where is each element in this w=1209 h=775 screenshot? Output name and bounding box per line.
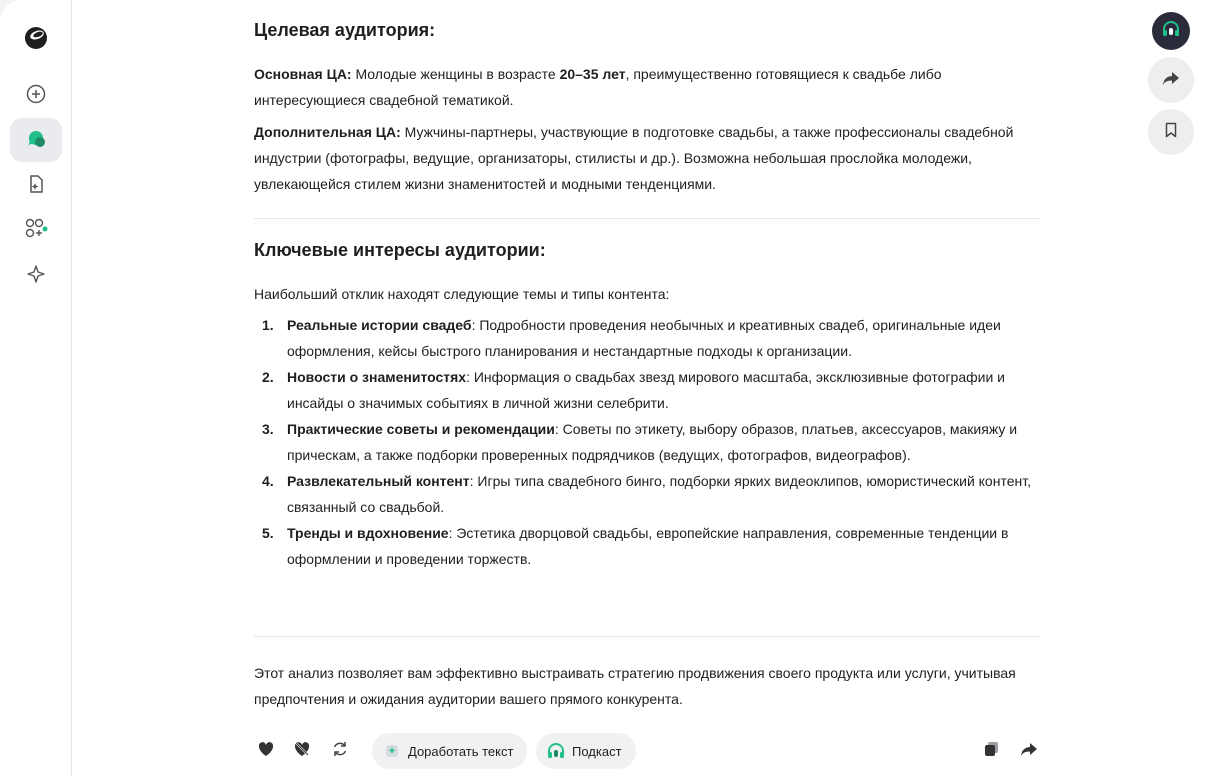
list-item xyxy=(254,416,1044,468)
main-audience-text-a: Молодые женщины в возрасте xyxy=(351,66,560,82)
podcast-icon xyxy=(1161,19,1181,44)
refine-text-button[interactable] xyxy=(372,733,527,769)
share-arrow-icon xyxy=(1020,740,1038,763)
files-button[interactable] xyxy=(10,164,62,208)
headphones-icon xyxy=(546,741,566,761)
copy-icon xyxy=(983,740,1001,763)
interests-list xyxy=(254,312,1044,572)
chat-bubble-icon xyxy=(25,127,47,154)
divider xyxy=(254,636,1040,637)
chats-button[interactable] xyxy=(10,118,62,162)
agents-icon xyxy=(23,217,49,244)
copy-button[interactable] xyxy=(980,739,1004,763)
podcast-quick-button[interactable] xyxy=(1152,12,1190,50)
list-item xyxy=(254,312,1044,364)
extra-audience-text: Мужчины-партнеры, участвующие в подготовке свадьбы, а также профессионалы свадебной индустрии (фотографы, ведущие, организаторы, стилисты и др.). Возможна небольшая прослойка молодежи, увлекающейся стилем жизни знаменитостей и модными тенденциями. xyxy=(254,124,1014,192)
list-item xyxy=(254,520,1044,572)
conclusion-paragraph: Этот анализ позволяет вам эффективно выстраивать стратегию продвижения своего продукта или услуги, учитывая предпочтения и ожидания аудитории вашего прямого конкурента. xyxy=(254,665,1016,707)
bookmark-button[interactable] xyxy=(1148,109,1194,155)
podcast-button[interactable] xyxy=(536,733,636,769)
list-item-number: 2. xyxy=(262,369,274,385)
list-item-number: 5. xyxy=(262,525,274,541)
podcast-label: Подкаст xyxy=(572,743,622,759)
explore-button[interactable] xyxy=(10,254,62,298)
main-audience-label: Основная ЦА: xyxy=(254,66,352,82)
section-title-target-audience: Целевая аудитория: xyxy=(254,20,436,40)
list-item-label: Тренды и вдохновение xyxy=(287,525,449,541)
list-item-text: : Эстетика дворцовой свадьбы, европейские направления, современные тенденции в оформлении и проведении торжеств. xyxy=(287,525,1009,567)
agents-button[interactable] xyxy=(10,208,62,252)
interests-intro: Наибольший отклик находят следующие темы и типы контента: xyxy=(254,286,670,302)
divider xyxy=(254,218,1040,219)
regenerate-button[interactable] xyxy=(328,739,352,763)
main-audience-age: 20–35 лет xyxy=(559,66,626,82)
list-item-text: : Подробности проведения необычных и креативных свадеб, оригинальные идеи оформления, кейсы быстрого планирования и нестандартные подходы к организации. xyxy=(287,317,1001,359)
list-item-label: Реальные истории свадеб xyxy=(287,317,472,333)
logo-icon xyxy=(23,25,49,56)
list-item-label: Развлекательный контент xyxy=(287,473,470,489)
share-icon xyxy=(1162,69,1180,92)
main-audience-paragraph xyxy=(254,61,1044,113)
message-toolbar xyxy=(254,733,1044,769)
list-item-text: : Советы по этикету, выбору образов, платьев, аксессуаров, макияжу и прическам, а также подборки проверенных подрядчиков (ведущих, фотографов, видеографов). xyxy=(287,421,1018,463)
extra-audience-label: Дополнительная ЦА: xyxy=(254,124,401,140)
refresh-icon xyxy=(331,740,349,763)
bookmark-icon xyxy=(1162,121,1180,144)
broken-heart-icon xyxy=(293,740,311,763)
list-item-text: : Игры типа свадебного бинго, подборки ярких видеоклипов, юмористический контент, связанный со свадьбой. xyxy=(287,473,1031,515)
plus-circle-icon xyxy=(25,83,47,110)
refine-text-icon xyxy=(382,741,402,761)
list-item xyxy=(254,364,1044,416)
extra-audience-paragraph xyxy=(254,119,1044,197)
list-item-label: Практические советы и рекомендации xyxy=(287,421,555,437)
share-button[interactable] xyxy=(1017,739,1041,763)
new-chat-button[interactable] xyxy=(10,74,62,118)
list-item-number: 1. xyxy=(262,317,274,333)
refine-text-label: Доработать текст xyxy=(408,743,514,759)
sparkle-icon xyxy=(25,263,47,290)
heart-icon xyxy=(257,740,275,763)
list-item-text: : Информация о свадьбах звезд мирового масштаба, эксклюзивные фотографии и инсайды о значимых событиях в личной жизни селебрити. xyxy=(287,369,1006,411)
sidebar xyxy=(0,0,72,775)
main-audience-text-b: , преимущественно готовящиеся к свадьбе либо интересующиеся свадебной тематикой. xyxy=(254,66,942,108)
list-item-number: 4. xyxy=(262,473,274,489)
logo-button[interactable] xyxy=(10,18,62,62)
chat-area xyxy=(72,0,1209,775)
list-item xyxy=(254,468,1044,520)
list-item-number: 3. xyxy=(262,421,274,437)
list-item-label: Новости о знаменитостях xyxy=(287,369,467,385)
file-sparkle-icon xyxy=(25,173,47,200)
section-title-interests: Ключевые интересы аудитории: xyxy=(254,240,546,260)
dislike-button[interactable] xyxy=(290,739,314,763)
share-quick-button[interactable] xyxy=(1148,57,1194,103)
like-button[interactable] xyxy=(254,739,278,763)
